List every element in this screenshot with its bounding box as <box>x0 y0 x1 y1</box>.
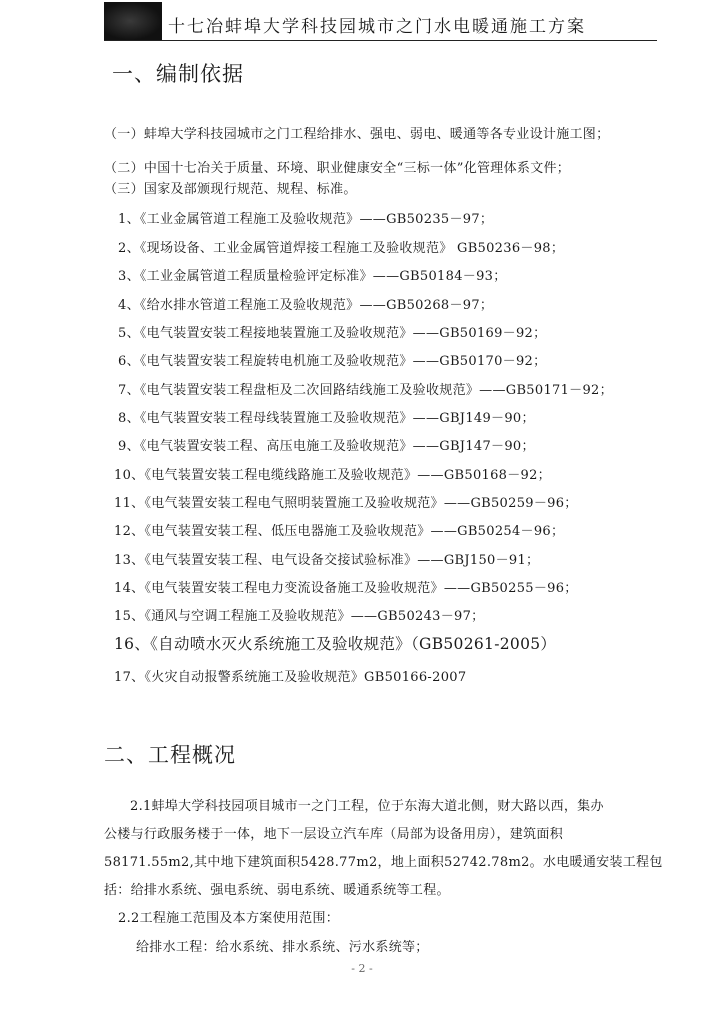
standard-item-9: 9、《电气装置安装工程、高压电施工及验收规范》——GBJ147－90； <box>118 439 535 454</box>
basis-item-3: （三）国家及部颁现行规范、规程、标准。 <box>104 182 357 197</box>
standard-item-5: 5、《电气装置安装工程接地装置施工及验收规范》——GB50169－92； <box>118 326 547 341</box>
standard-item-8: 8、《电气装置安装工程母线装置施工及验收规范》——GBJ149－90； <box>118 411 535 426</box>
basis-item-1: （一）蚌埠大学科技园城市之门工程给排水、强电、弱电、暖通等各专业设计施工图； <box>104 127 610 142</box>
scope-subheading: 2.2工程施工范围及本方案使用范围： <box>118 911 340 926</box>
standard-item-17: 17、《火灾自动报警系统施工及验收规范》GB50166-2007 <box>114 670 467 685</box>
standard-item-12: 12、《电气装置安装工程、低压电器施工及验收规范》——GB50254－96； <box>114 524 565 539</box>
basis-item-2: （二）中国十七冶关于质量、环境、职业健康安全“三标一体”化管理体系文件； <box>104 161 571 176</box>
section-1-heading: 一、编制依据 <box>112 62 244 86</box>
standard-item-15: 15、《通风与空调工程施工及验收规范》——GB50243－97； <box>114 609 485 624</box>
document-header-title: 十七冶蚌埠大学科技园城市之门水电暖通施工方案 <box>168 17 586 37</box>
standard-item-1: 1、《工业金属管道工程施工及验收规范》——GB50235－97； <box>118 212 494 227</box>
standard-item-6: 6、《电气装置安装工程旋转电机施工及验收规范》——GB50170－92； <box>118 354 547 369</box>
standard-item-2: 2、《现场设备、工业金属管道焊接工程施工及验收规范》 GB50236－98； <box>118 241 565 256</box>
standard-item-13: 13、《电气装置安装工程、电气设备交接试验标准》——GBJ150－91； <box>114 553 540 568</box>
overview-line-3: 58171.55m2,其中地下建筑面积5428.77m2，地上面积52742.78m2。水电暖通安装工程包 <box>104 855 663 870</box>
standard-item-11: 11、《电气装置安装工程电气照明装置施工及验收规范》——GB50259－96； <box>114 496 578 511</box>
standard-item-10: 10、《电气装置安装工程电缆线路施工及验收规范》——GB50168－92； <box>114 468 551 483</box>
standard-item-4: 4、《给水排水管道工程施工及验收规范》——GB50268－97； <box>118 298 494 313</box>
header-divider <box>104 40 657 41</box>
standard-item-14: 14、《电气装置安装工程电力变流设备施工及验收规范》——GB50255－96； <box>114 581 578 596</box>
overview-line-1: 2.1蚌埠大学科技园项目城市一之门工程，位于东海大道北侧，财大路以西，集办 <box>130 799 604 814</box>
standard-item-16: 16、《自动喷水灭火系统施工及验收规范》（GB50261-2005） <box>114 635 557 653</box>
scope-line: 给排水工程：给水系统、排水系统、污水系统等； <box>136 940 429 955</box>
overview-line-2: 公楼与行政服务楼于一体，地下一层设立汽车库（局部为设备用房），建筑面积 <box>104 827 564 842</box>
page-number: - 2 - <box>351 962 373 975</box>
standard-item-3: 3、《工业金属管道工程质量检验评定标准》——GB50184－93； <box>118 269 507 284</box>
standard-item-7: 7、《电气装置安装工程盘柜及二次回路结线施工及验收规范》——GB50171－92； <box>118 383 613 398</box>
section-2-heading: 二、工程概况 <box>104 743 236 767</box>
overview-line-4: 括：给排水系统、强电系统、弱电系统、暖通系统等工程。 <box>104 883 450 898</box>
company-logo <box>104 2 162 40</box>
